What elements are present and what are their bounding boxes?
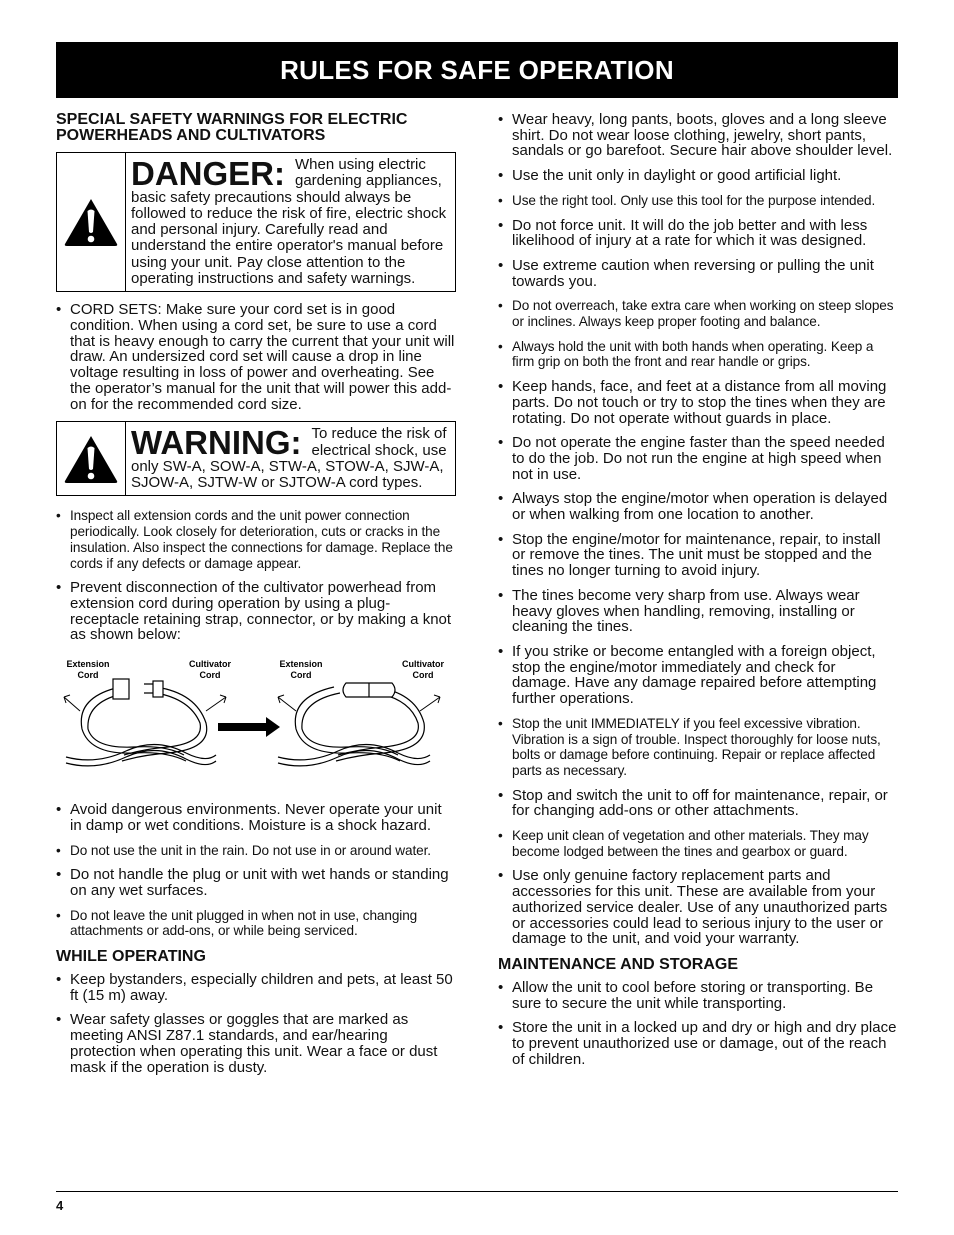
warning-triangle-icon — [63, 434, 119, 484]
list-item: • Inspect all extension cords and the unit power connection periodically. Look closely for deterioration, cuts or cracks in the insulation. Also inspect the connections for damage. Replace the cords if any defects or damage appear. — [56, 508, 456, 571]
warning-text — [126, 422, 455, 495]
label-extension-cord-2b: Cord — [290, 670, 312, 681]
list-item: • If you strike or become entangled with a foreign object, stop the engine/motor immediately and check for damage. Have any damage repaired before attempting further operations. — [498, 644, 898, 707]
list-item: • Use only genuine factory replacement parts and accessories for this unit. These are available from your authorized service dealer. Use of any unauthorized parts or accessories could lead to serious injury to the user or damage to the unit, and void your warranty. — [498, 868, 898, 947]
warning-message: To reduce the risk of electrical shock, use only SW-A, SOW-A, STW-A, STOW-A, SJW-A, SJOW-A, SJTW-W or SJTOW-A cord types. — [131, 425, 447, 492]
list-item: • Always hold the unit with both hands when operating. Keep a firm grip on both the front and rear handle or grips. — [498, 339, 898, 370]
warning-icon-cell — [57, 422, 126, 495]
danger-text — [126, 153, 455, 291]
warning-label: WARNING: — [131, 424, 302, 462]
while-operating-heading: WHILE OPERATING — [56, 948, 206, 966]
warning-box — [56, 421, 456, 496]
knot-illustration — [56, 657, 456, 775]
list-item: • Keep unit clean of vegetation and other materials. They may become lodged between the tines and gearbox or guard. — [498, 828, 898, 859]
list-item: • Do not leave the unit plugged in when not in use, changing attachments or add-ons, or while being serviced. — [56, 908, 456, 939]
left-column — [56, 112, 456, 1084]
knot-before — [66, 679, 216, 766]
list-item: • The tines become very sharp from use. Always wear heavy gloves when handling, removing, installing or cleaning the tines. — [498, 588, 898, 635]
knot-after — [278, 683, 430, 766]
label-cultivator-cord-2b: Cord — [412, 670, 434, 681]
list-item: • Use extreme caution when reversing or pulling the unit towards you. — [498, 258, 898, 289]
list-item: • Do not use the unit in the rain. Do not use in or around water. — [56, 843, 456, 859]
cord-sets-list — [56, 302, 456, 412]
page-banner: RULES FOR SAFE OPERATION — [56, 42, 898, 98]
maintenance-list — [498, 980, 898, 1068]
list-item: • Do not overreach, take extra care when working on steep slopes or inclines. Always keep proper footing and balance. — [498, 298, 898, 329]
list-item: • Use the unit only in daylight or good artificial light. — [498, 168, 898, 184]
list-item: • Stop the unit IMMEDIATELY if you feel excessive vibration. Vibration is a sign of trouble. Inspect thoroughly for loose nuts, bolts or damage before continuing. Repair or replace affected parts as necessary. — [498, 716, 898, 779]
special-warnings-heading: SPECIAL SAFETY WARNINGS FOR ELECTRIC POWERHEADS AND CULTIVATORS — [56, 111, 408, 144]
danger-icon-cell — [57, 153, 126, 291]
list-item: • Store the unit in a locked up and dry or high and dry place to prevent unauthorized use or damage, out of the reach of children. — [498, 1020, 898, 1067]
right-column — [498, 112, 898, 1076]
label-cultivator-cord-1b: Cord — [199, 670, 221, 681]
list-item: • Stop and switch the unit to off for maintenance, repair, or for changing add-ons or other attachments. — [498, 788, 898, 819]
list-item: • Keep bystanders, especially children and pets, at least 50 ft (15 m) away. — [56, 972, 456, 1003]
list-item: • Keep hands, face, and feet at a distance from all moving parts. Do not touch or try to stop the tines when they are rotating. Do not operate without guards in place. — [498, 379, 898, 426]
list-item: • Allow the unit to cool before storing or transporting. Be sure to secure the unit while transporting. — [498, 980, 898, 1011]
list-item: • Do not handle the plug or unit with wet hands or standing on any wet surfaces. — [56, 867, 456, 898]
environment-list — [56, 802, 456, 939]
label-extension-cord-1: Extension — [66, 659, 110, 670]
page-number: 4 — [56, 1198, 64, 1213]
warning-triangle-icon — [63, 197, 119, 247]
list-item: • Stop the engine/motor for maintenance, repair, to install or remove the tines. The unit must be stopped and the tines no longer turning to avoid injury. — [498, 532, 898, 579]
label-extension-cord-1b: Cord — [77, 670, 99, 681]
inspection-list — [56, 508, 456, 643]
label-cultivator-cord-1: Cultivator — [188, 659, 232, 670]
list-item: • CORD SETS: Make sure your cord set is in good condition. When using a cord set, be sure to use a cord that is heavy enough to carry the current that your unit will draw. An undersized cord set will cause a drop in line voltage resulting in loss of power and overheating. See the operator’s manual for the unit that will power this add-on for the recommended cord size. — [56, 302, 456, 412]
while-operating-list — [56, 972, 456, 1075]
list-item: • Do not operate the engine faster than the speed needed to do the job. Do not run the engine at high speed when not in use. — [498, 435, 898, 482]
list-item: • Prevent disconnection of the cultivator powerhead from extension cord during operation by using a plug-receptacle retaining strap, connector, or by making a knot as shown below: — [56, 580, 456, 643]
list-item: • Wear safety glasses or goggles that are marked as meeting ANSI Z87.1 standards, and ear/hearing protection when operating this unit. Wear a face or dust mask if the operation is dusty. — [56, 1012, 456, 1075]
label-cultivator-cord-2: Cultivator — [401, 659, 445, 670]
maintenance-heading: MAINTENANCE AND STORAGE — [498, 955, 739, 973]
cord-knot-diagram — [56, 657, 456, 780]
danger-label: DANGER: — [131, 155, 285, 192]
danger-message: When using electric gardening appliances, basic safety precautions should always be followed to reduce the risk of fire, electric shock and personal injury. Carefully read and understand the entire operator's manual before using your unit. Pay close attention to the operating instructions and safety warnings. — [131, 156, 447, 288]
list-item: • Use the right tool. Only use this tool for the purpose intended. — [498, 193, 898, 209]
footer-rule — [56, 1191, 898, 1192]
list-item: • Do not force unit. It will do the job better and with less likelihood of injury at a rate for which it was designed. — [498, 218, 898, 249]
list-item: • Avoid dangerous environments. Never operate your unit in damp or wet conditions. Moisture is a shock hazard. — [56, 802, 456, 833]
arrow-icon — [218, 717, 280, 737]
operating-rules-list — [498, 112, 898, 947]
list-item: • Wear heavy, long pants, boots, gloves and a long sleeve shirt. Do not wear loose clothing, jewelry, short pants, sandals or go barefoot. Secure hair above shoulder level. — [498, 112, 898, 159]
list-item: • Always stop the engine/motor when operation is delayed or when walking from one location to another. — [498, 491, 898, 522]
danger-box — [56, 152, 456, 292]
label-extension-cord-2: Extension — [279, 659, 323, 670]
